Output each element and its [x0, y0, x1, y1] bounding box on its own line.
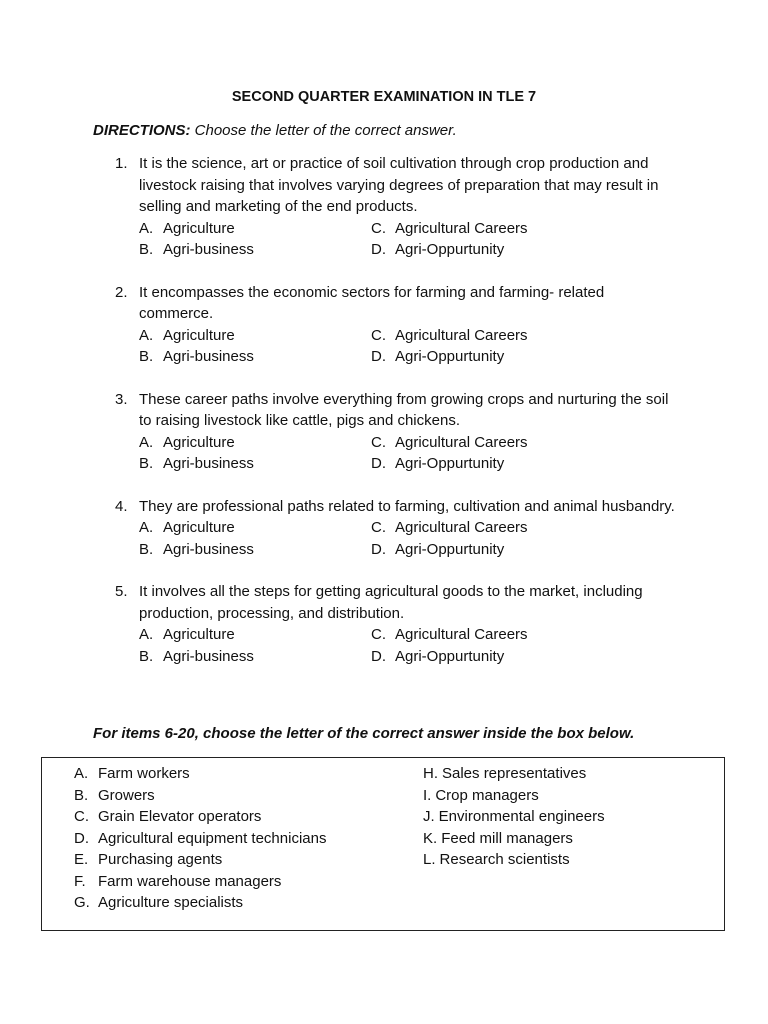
options — [139, 517, 675, 560]
option-a: A. Agriculture — [139, 326, 235, 344]
question-number: 4. — [115, 497, 128, 515]
choice-c: C. Grain Elevator operators — [74, 808, 262, 825]
option-a: A. Agriculture — [139, 433, 235, 451]
option-d: D. Agri-Oppurtunity — [371, 455, 505, 472]
question-text: It encompasses the economic sectors for farming and farming- related commerce. — [139, 283, 605, 322]
option-c: C. Agricultural Careers — [371, 219, 528, 237]
options — [139, 325, 675, 368]
choice-d: D. Agricultural equipment technicians — [74, 829, 327, 847]
option-c: C. Agricultural Careers — [371, 326, 528, 344]
question-text: They are professional paths related to farming, cultivation and animal husbandry. — [139, 497, 675, 515]
choices-left-column — [74, 763, 326, 914]
options — [139, 624, 675, 667]
choices-right-column — [423, 763, 605, 871]
option-c: C. Agricultural Careers — [371, 626, 528, 643]
directions — [93, 120, 457, 142]
choice-h: H. Sales representatives — [423, 765, 587, 782]
exam-title: SECOND QUARTER EXAMINATION IN TLE 7 — [231, 89, 537, 105]
option-b: B. Agri-business — [139, 241, 254, 258]
choice-a: A. Farm workers — [74, 765, 190, 782]
choice-l: L. Research scientists — [423, 851, 570, 868]
option-d: D. Agri-Oppurtunity — [371, 241, 505, 258]
choice-i: I. Crop managers — [423, 786, 539, 804]
option-a: A. Agriculture — [139, 626, 235, 643]
question-3 — [115, 389, 675, 475]
option-a: A. Agriculture — [139, 219, 235, 237]
options — [139, 218, 675, 261]
question-text: It involves all the steps for getting agricultural goods to the market, including production, processing, and distribution. — [139, 583, 643, 622]
option-b: B. Agri-business — [139, 647, 254, 665]
question-number: 3. — [115, 390, 128, 408]
question-text: These career paths involve everything from growing crops and nurturing the soil to raising livestock like cattle, pigs and chickens. — [139, 390, 669, 429]
question-4 — [115, 496, 675, 561]
option-b: B. Agri-business — [139, 455, 254, 472]
question-number: 2. — [115, 283, 128, 301]
option-c: C. Agricultural Careers — [371, 519, 528, 536]
directions-text: Choose the letter of the correct answer. — [190, 122, 457, 139]
directions-label: DIRECTIONS: — [93, 122, 191, 139]
option-d: D. Agri-Oppurtunity — [371, 647, 505, 665]
option-a: A. Agriculture — [139, 519, 235, 536]
options — [139, 432, 675, 475]
question-number: 5. — [115, 583, 128, 600]
choice-k: K. Feed mill managers — [423, 829, 573, 847]
option-d: D. Agri-Oppurtunity — [371, 348, 505, 365]
option-d: D. Agri-Oppurtunity — [371, 540, 505, 558]
choice-e: E. Purchasing agents — [74, 851, 223, 868]
box-instructions: For items 6-20, choose the letter of the correct answer inside the box below. — [93, 725, 635, 742]
option-c: C. Agricultural Careers — [371, 433, 528, 451]
option-b: B. Agri-business — [139, 540, 254, 558]
choice-g: G. Agriculture specialists — [74, 894, 244, 911]
answer-choices-box — [41, 757, 725, 931]
option-b: B. Agri-business — [139, 348, 254, 365]
choice-f: F. Farm warehouse managers — [74, 872, 282, 890]
question-number: 1. — [115, 155, 128, 172]
question-2 — [115, 282, 675, 368]
choice-j: J. Environmental engineers — [423, 808, 605, 825]
question-5 — [115, 581, 675, 667]
question-list — [115, 153, 675, 688]
question-text: It is the science, art or practice of soil cultivation through crop production and livestock raising that involves varying degrees of preparation that may result in selling and marketing of the end products. — [139, 155, 659, 215]
question-1 — [115, 153, 675, 261]
choice-b: B. Growers — [74, 786, 155, 804]
